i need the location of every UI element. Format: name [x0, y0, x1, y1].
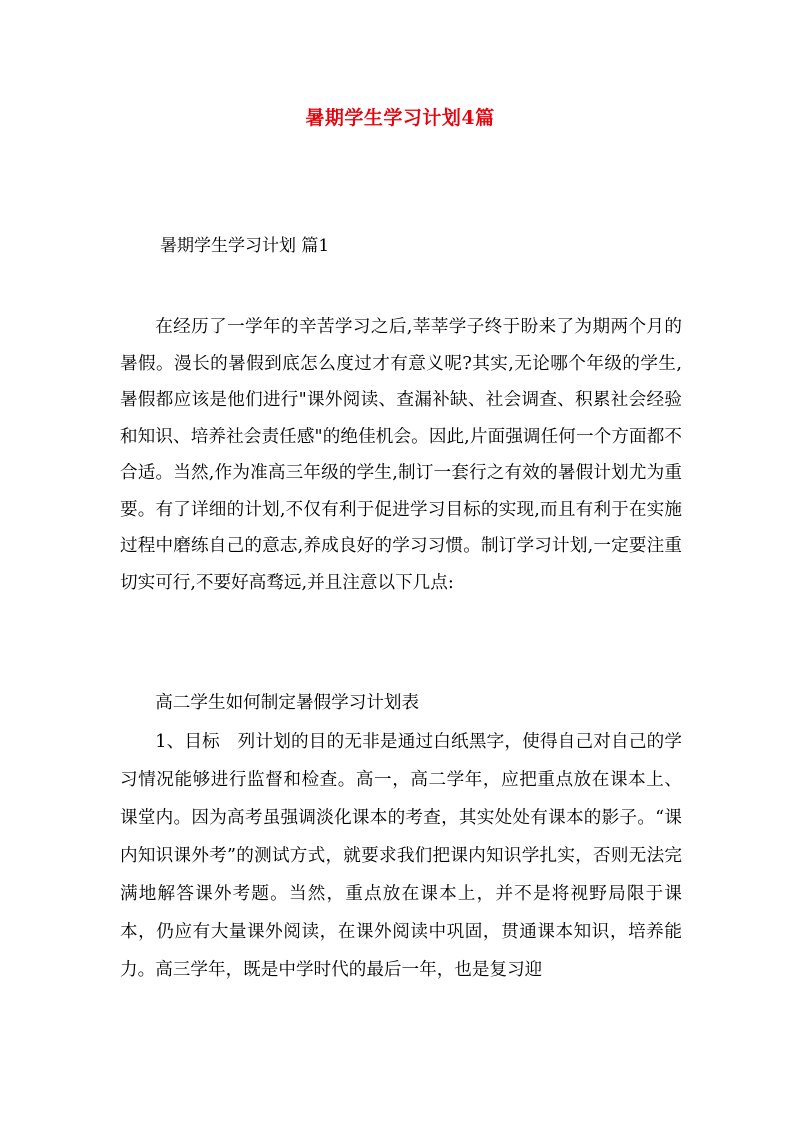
document-title: 暑期学生学习计划4篇: [305, 107, 495, 129]
subheading-paragraph: 高二学生如何制定暑假学习计划表: [155, 693, 420, 713]
body-paragraph: 1、目标 列计划的目的无非是通过白纸黑字，使得自己对自己的学习情况能够进行监督和检查。高一，高二学年，应把重点放在课本上、课堂内。因为高考虽强调淡化课本的考查，其实处处有课本的影子。“课内知识课外考”的测试方式，就要求我们把课内知识学扎实，否则无法完满地解答课外考题。当然，重点放在课本上，并不是将视野局限于课本，仍应有大量课外阅读，在课外阅读中巩固，贯通课本知识，培养能力。高三学年，既是中学时代的最后一年，也是复习迎: [120, 732, 682, 980]
body-paragraph: 在经历了一学年的辛苦学习之后,莘莘学子终于盼来了为期两个月的暑假。漫长的暑假到底怎么度过才有意义呢?其实,无论哪个年级的学生,暑假都应该是他们进行"课外阅读、查漏补缺、社会调查、积累社会经验和知识、培养社会责任感"的绝佳机会。因此,片面强调任何一个方面都不合适。当然,作为准高三年级的学生,制订一套行之有效的暑假计划尤为重要。有了详细的计划,不仅有利于促进学习目标的实现,而且有利于在实施过程中磨练自己的意志,养成良好的学习习惯。制订学习计划,一定要注重切实可行,不要好高骛远,并且注意以下几点:: [120, 317, 682, 593]
section-heading: 暑期学生学习计划 篇1: [160, 236, 330, 256]
